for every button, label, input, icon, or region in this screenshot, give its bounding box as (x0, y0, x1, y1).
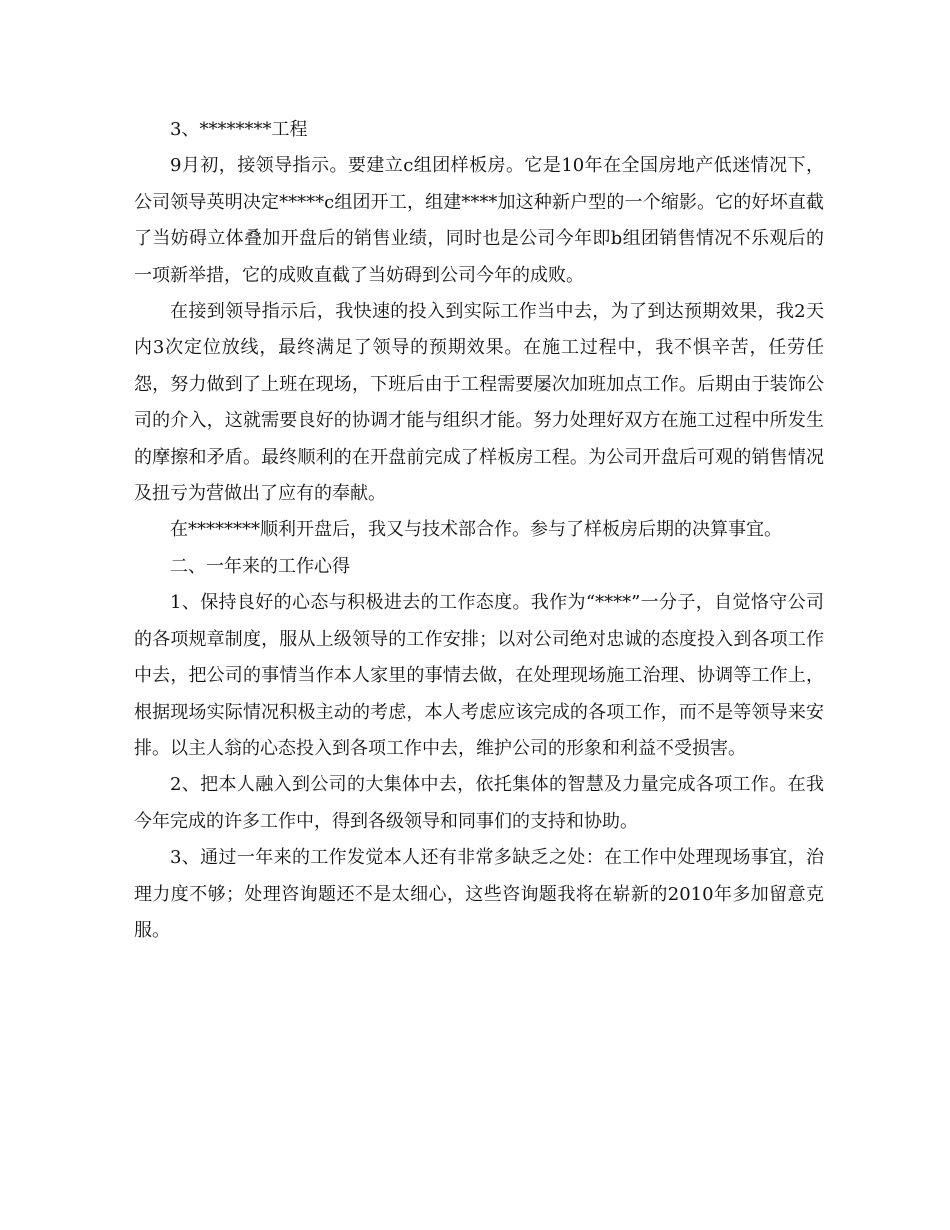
paragraph-final-accounting: 在********顺利开盘后，我又与技术部合作。参与了样板房后期的决算事宜。 (170, 519, 782, 541)
paragraph-experience-2: 2、把本人融入到公司的大集体中去，依托集体的智慧及力量完成各项工作。在我今年完成的许多工作中，得到各级领导和同事们的支持和协助。 (134, 774, 824, 832)
paragraph-section-heading-experience: 二、一年来的工作心得 (170, 555, 350, 577)
paragraph-experience-3: 3、通过一年来的工作发觉本人还有非常多缺乏之处：在工作中处理现场事宜，治理力度不够；处理咨询题还不是太细心，这些咨询题我将在崭新的2010年多加留意克服。 (134, 847, 824, 941)
paragraph-experience-1: 1、保持良好的心态与积极进去的工作态度。我作为“****”一分子，自觉恪守公司的各项规章制度，服从上级领导的工作安排；以对公司绝对忠诚的态度投入到各项工作中去，把公司的事情当作本人家里的事情去做，在处理现场施工治理、协调等工作上，根据现场实际情况积极主动的考虑，本人考虑应该完成的各项工作，而不是等领导来安排。以主人翁的心态投入到各项工作中去，维护公司的形象和利益不受损害。 (134, 592, 824, 759)
paragraph-construction-process: 在接到领导指示后，我快速的投入到实际工作当中去，为了到达预期效果，我2天内3次定位放线，最终满足了领导的预期效果。在施工过程中，我不惧辛苦，任劳任怨，努力做到了上班在现场，下班后由于工程需要屡次加班加点工作。后期由于装饰公司的介入，这就需要良好的协调才能与组织才能。努力处理好双方在施工过程中所发生的摩擦和矛盾。最终顺利的在开盘前完成了样板房工程。为公司开盘后可观的销售情况及扭亏为营做出了应有的奉献。 (134, 301, 824, 505)
document-body (134, 112, 824, 949)
paragraph-section-heading-project: 3、********工程 (170, 119, 308, 140)
paragraph-sample-room-background: 9月初，接领导指示。要建立c组团样板房。它是10年在全国房地产低迷情况下，公司领导英明决定*****c组团开工，组建****加这种新户型的一个缩影。它的好坏直截了当妨碍立体叠加开盘后的销售业绩，同时也是公司今年即b组团销售情况不乐观后的一项新举措，它的成败直截了当妨碍到公司今年的成败。 (134, 155, 824, 286)
